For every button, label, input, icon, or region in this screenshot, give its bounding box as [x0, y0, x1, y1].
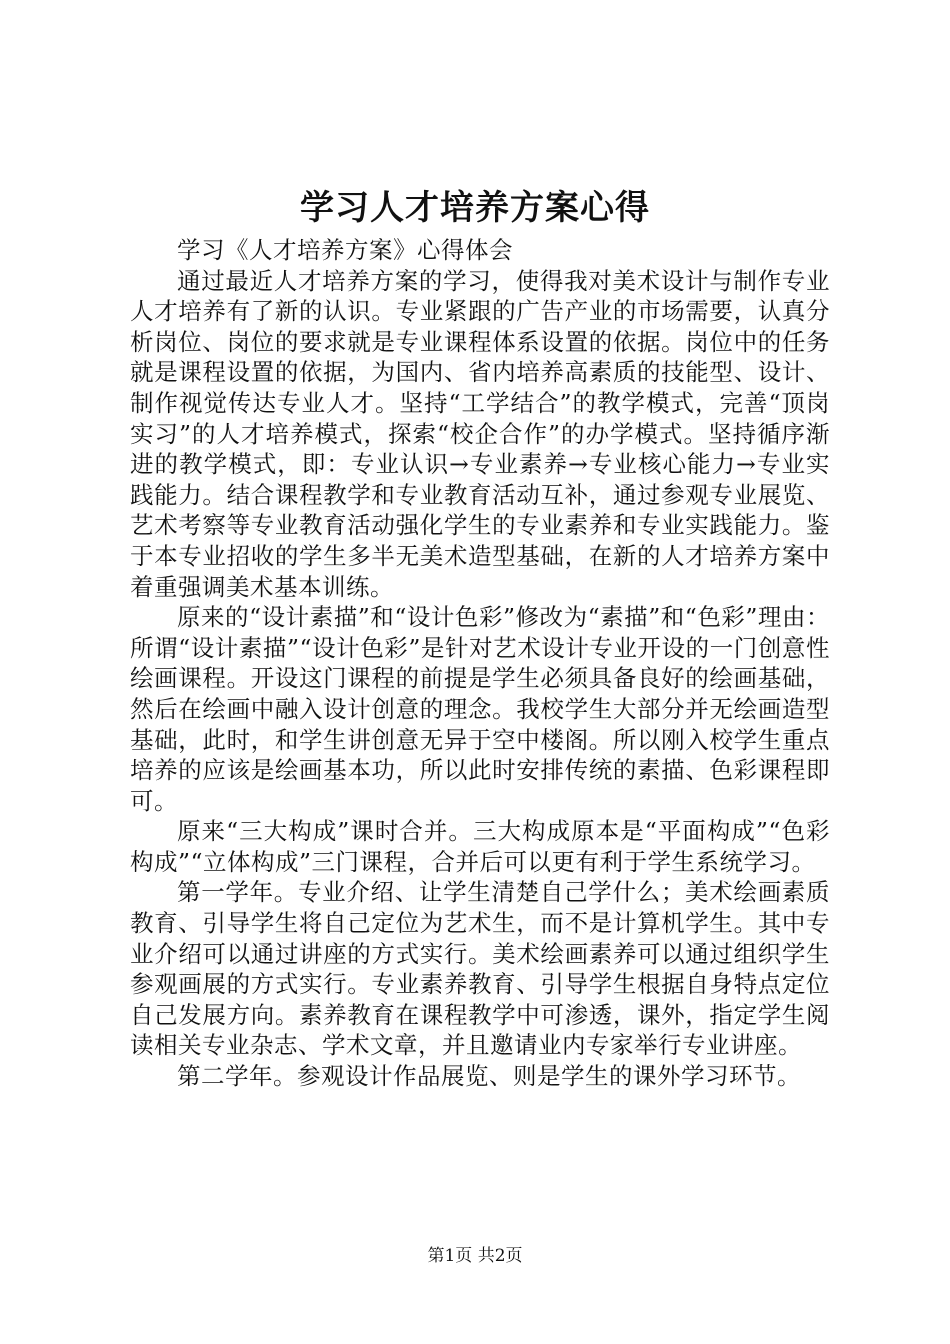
document-body	[130, 235, 830, 1092]
page-number-footer: 第1页 共2页	[427, 1246, 523, 1266]
paragraph: 通过最近人才培养方案的学习，使得我对美术设计与制作专业人才培养有了新的认识。专业紧跟的广告产业的市场需要，认真分析岗位、岗位的要求就是专业课程体系设置的依据。岗位中的任务就是课程设置的依据，为国内、省内培养高素质的技能型、设计、制作视觉传达专业人才。坚持“工学结合”的教学模式，完善“顶岗实习”的人才培养模式，探索“校企合作”的办学模式。坚持循序渐进的教学模式，即：专业认识→专业素养→专业核心能力→专业实践能力。结合课程教学和专业教育活动互补，通过参观专业展览、艺术考察等专业教育活动强化学生的专业素养和专业实践能力。鉴于本专业招收的学生多半无美术造型基础，在新的人才培养方案中着重强调美术基本训练。	[130, 266, 830, 601]
paragraph: 原来“三大构成”课时合并。三大构成原本是“平面构成”“色彩构成”“立体构成”三门课程，合并后可以更有利于学生系统学习。	[130, 817, 830, 876]
document-title: 学习人才培养方案心得	[300, 188, 650, 228]
paragraph: 第二学年。参观设计作品展览、则是学生的课外学习环节。	[177, 1062, 801, 1091]
document-subtitle: 学习《人才培养方案》心得体会	[177, 236, 513, 264]
paragraph: 第一学年。专业介绍、让学生清楚自己学什么；美术绘画素质教育、引导学生将自己定位为艺术生，而不是计算机学生。其中专业介绍可以通过讲座的方式实行。美术绘画素养可以通过组织学生参观画展的方式实行。专业素养教育、引导学生根据自身特点定位自己发展方向。素养教育在课程教学中可渗透，课外，指定学生阅读相关专业杂志、学术文章，并且邀请业内专家举行专业讲座。	[130, 878, 830, 1060]
paragraph: 原来的“设计素描”和“设计色彩”修改为“素描”和“色彩”理由：所谓“设计素描”“设计色彩”是针对艺术设计专业开设的一门创意性绘画课程。开设这门课程的前提是学生必须具备良好的绘画基础，然后在绘画中融入设计创意的理念。我校学生大部分并无绘画造型基础，此时，和学生讲创意无异于空中楼阁。所以刚入校学生重点培养的应该是绘画基本功，所以此时安排传统的素描、色彩课程即可。	[130, 603, 830, 815]
